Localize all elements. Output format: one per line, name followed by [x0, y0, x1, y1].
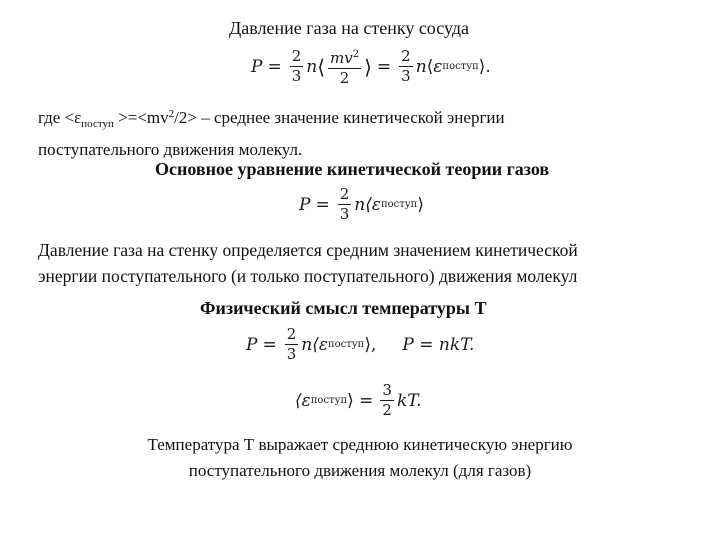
section-heading-temperature: Физический смысл температуры Т: [200, 298, 487, 318]
fraction-numerator: 2: [339, 185, 350, 203]
conclusion-line: Температура Т выражает среднюю кинетическую энергию: [147, 435, 573, 454]
formula-symbol: ⟩ =: [347, 390, 374, 411]
formula-symbol: P: [251, 56, 263, 77]
formula-symbol: ⟨: [426, 56, 434, 77]
formula-symbol: =: [315, 194, 330, 215]
formula-symbol: =: [262, 334, 277, 355]
formula-symbol: ⟩: [364, 54, 372, 79]
definition-text: где <ε: [38, 108, 82, 127]
fraction-numerator: 2: [286, 325, 297, 343]
fraction: [328, 46, 361, 87]
fraction: [380, 382, 394, 419]
formula-symbol: n: [306, 56, 318, 77]
definition-superscript: 2: [168, 108, 175, 120]
formula-symbol: P: [299, 194, 311, 215]
formula-main-equation: [299, 186, 424, 223]
formula-ideal-gas: P = nkT.: [402, 334, 475, 355]
formula-symbol: n: [415, 56, 427, 77]
formula-symbol: ⟨ε: [365, 194, 381, 215]
conclusion-line: поступательного движения молекул (для газов): [188, 461, 532, 480]
formula-symbol: ⟩,: [364, 334, 377, 355]
fraction-denominator: 3: [339, 205, 350, 223]
fraction-denominator: 3: [291, 67, 302, 85]
formula-symbol: ⟩.: [478, 56, 491, 77]
definition-text: >=<mv: [113, 108, 169, 127]
fraction-denominator: 3: [401, 67, 411, 85]
formula-symbol: ⟨: [317, 54, 326, 79]
fraction: [338, 186, 352, 223]
fraction-denominator: 3: [286, 345, 297, 363]
formula-symbol: ⟨ε: [295, 390, 311, 411]
fraction: [399, 48, 413, 85]
definition-line: [38, 101, 505, 137]
fraction-numerator: [328, 46, 361, 69]
definition-text: /2> – среднее значение кинетической энергии: [174, 108, 505, 127]
page-title: Давление газа на стенку сосуда: [229, 18, 470, 38]
formula-subscript: поступ: [327, 339, 365, 350]
fraction: [285, 326, 299, 363]
formula-symbol: ⟨ε: [312, 334, 328, 355]
formula-temperature-2: [295, 382, 422, 419]
statement-paragraph: [38, 237, 578, 289]
formula-pressure-1: [251, 46, 491, 87]
section-heading-main-equation: Основное уравнение кинетической теории газов: [155, 159, 550, 179]
formula-symbol: n: [301, 334, 313, 355]
formula-symbol: kT.: [396, 390, 422, 411]
statement-line: Давление газа на стенку определяется средним значением кинетической: [38, 240, 578, 260]
formula-temperature-1: [246, 326, 474, 363]
definition-line: поступательного движения молекул.: [38, 140, 303, 159]
definition-subscript: поступ: [81, 118, 114, 130]
fraction: [290, 48, 304, 85]
fraction-denominator: 2: [339, 69, 350, 87]
formula-symbol: P: [246, 334, 258, 355]
fraction-numerator: 3: [382, 381, 392, 399]
fraction-numerator: 2: [401, 47, 411, 65]
conclusion-paragraph: [0, 432, 720, 484]
formula-symbol: =: [376, 56, 392, 77]
statement-line: энергии поступательного (и только поступательного) движения молекул: [38, 266, 578, 286]
formula-symbol: =: [267, 56, 282, 77]
formula-subscript: поступ: [442, 61, 479, 72]
formula-symbol: mv: [330, 49, 353, 67]
definition-paragraph: [38, 101, 505, 163]
formula-symbol: n: [354, 194, 366, 215]
formula-exponent: 2: [352, 49, 360, 60]
formula-symbol: ε: [433, 56, 443, 77]
formula-symbol: ⟩: [417, 194, 424, 215]
formula-subscript: поступ: [310, 395, 348, 406]
formula-subscript: поступ: [380, 199, 418, 210]
fraction-numerator: 2: [291, 47, 302, 65]
fraction-denominator: 2: [382, 401, 392, 419]
